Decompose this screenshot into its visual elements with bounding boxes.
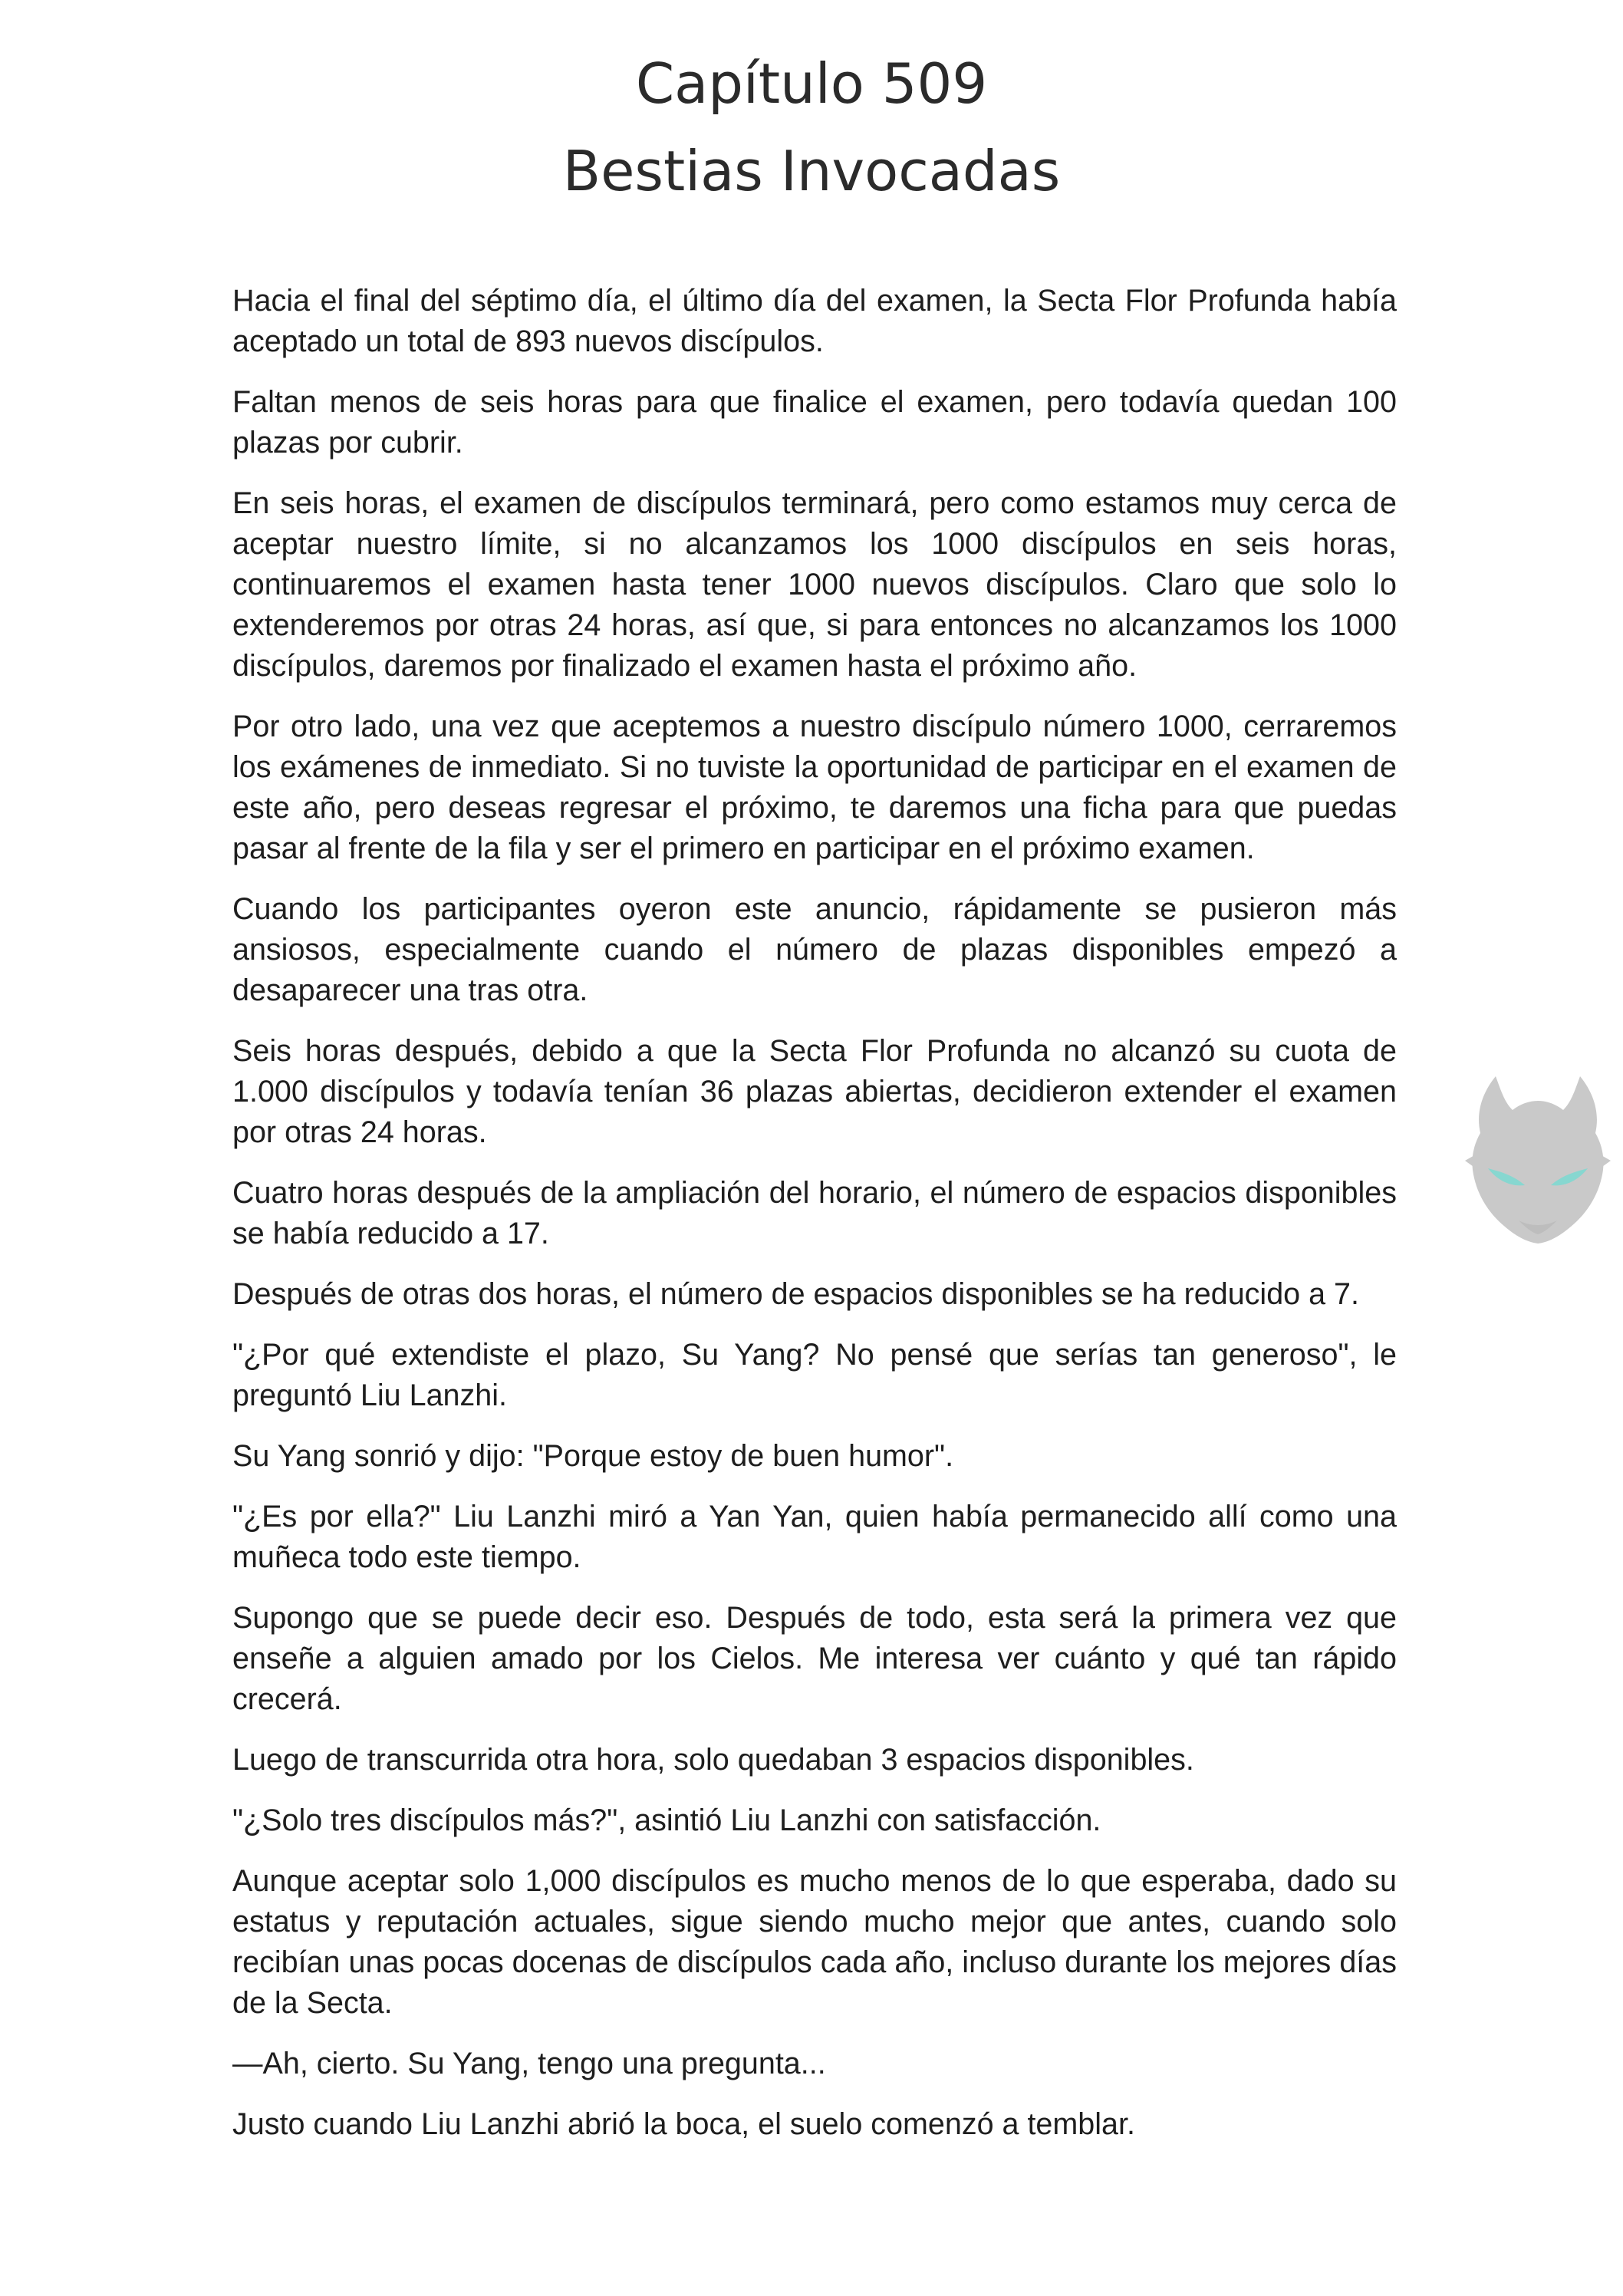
- paragraph: Seis horas después, debido a que la Secta Flor Profunda no alcanzó su cuota de 1.000 discípulos y todavía tenían 36 plazas abiertas, decidieron extender el examen por otras 24 horas.: [232, 1034, 1397, 1149]
- paragraph: Después de otras dos horas, el número de espacios disponibles se ha reducido a 7.: [232, 1277, 1359, 1311]
- watermark-logo: [1465, 1070, 1611, 1247]
- demon-head-icon: [1465, 1070, 1611, 1247]
- paragraph: Su Yang sonrió y dijo: "Porque estoy de buen humor".: [232, 1439, 954, 1473]
- paragraph: Por otro lado, una vez que aceptemos a nuestro discípulo número 1000, cerraremos los exámenes de inmediato. Si no tuviste la oportunidad de participar en el examen de este año, pero deseas regresar el próximo, te daremos una ficha para que puedas pasar al frente de la fila y ser el primero en participar en el próximo examen.: [232, 710, 1397, 865]
- demon-head-shape: [1472, 1076, 1603, 1244]
- chapter-body: [232, 281, 1397, 2145]
- chapter-number: Capítulo 509: [635, 51, 988, 116]
- paragraph: "¿Es por ella?" Liu Lanzhi miró a Yan Yan, quien había permanecido allí como una muñeca todo este tiempo.: [232, 1500, 1397, 1574]
- paragraph: Cuatro horas después de la ampliación del horario, el número de espacios disponibles se había reducido a 17.: [232, 1176, 1397, 1250]
- paragraph: —Ah, cierto. Su Yang, tengo una pregunta...: [232, 2047, 826, 2080]
- paragraph: Hacia el final del séptimo día, el último día del examen, la Secta Flor Profunda había aceptado un total de 893 nuevos discípulos.: [232, 284, 1397, 358]
- chapter-heading: [0, 40, 1623, 215]
- paragraph: Supongo que se puede decir eso. Después de todo, esta será la primera vez que enseñe a alguien amado por los Cielos. Me interesa ver cuánto y qué tan rápido crecerá.: [232, 1601, 1397, 1716]
- right-spike-shape: [1600, 1155, 1611, 1168]
- paragraph: Cuando los participantes oyeron este anuncio, rápidamente se pusieron más ansiosos, especialmente cuando el número de plazas disponibles empezó a desaparecer una tras otra.: [232, 892, 1397, 1007]
- paragraph: "¿Solo tres discípulos más?", asintió Liu Lanzhi con satisfacción.: [232, 1804, 1101, 1837]
- paragraph: Aunque aceptar solo 1,000 discípulos es mucho menos de lo que esperaba, dado su estatus y reputación actuales, sigue siendo mucho mejor que antes, cuando solo recibían unas pocas docenas de discípulos cada año, incluso durante los mejores días de la Secta.: [232, 1864, 1397, 2020]
- paragraph: "¿Por qué extendiste el plazo, Su Yang? No pensé que serías tan generoso", le preguntó Liu Lanzhi.: [232, 1338, 1397, 1412]
- chapter-title: Bestias Invocadas: [562, 139, 1061, 203]
- paragraph: Luego de transcurrida otra hora, solo quedaban 3 espacios disponibles.: [232, 1743, 1194, 1777]
- left-spike-shape: [1465, 1155, 1476, 1168]
- paragraph: Faltan menos de seis horas para que finalice el examen, pero todavía quedan 100 plazas por cubrir.: [232, 385, 1397, 460]
- paragraph: Justo cuando Liu Lanzhi abrió la boca, el suelo comenzó a temblar.: [232, 2107, 1135, 2141]
- paragraph: En seis horas, el examen de discípulos terminará, pero como estamos muy cerca de aceptar nuestro límite, si no alcanzamos los 1000 discípulos en seis horas, continuaremos el examen hasta tener 1000 nuevos discípulos. Claro que solo lo extenderemos por otras 24 horas, así que, si para entonces no alcanzamos los 1000 discípulos, daremos por finalizado el examen hasta el próximo año.: [232, 486, 1397, 683]
